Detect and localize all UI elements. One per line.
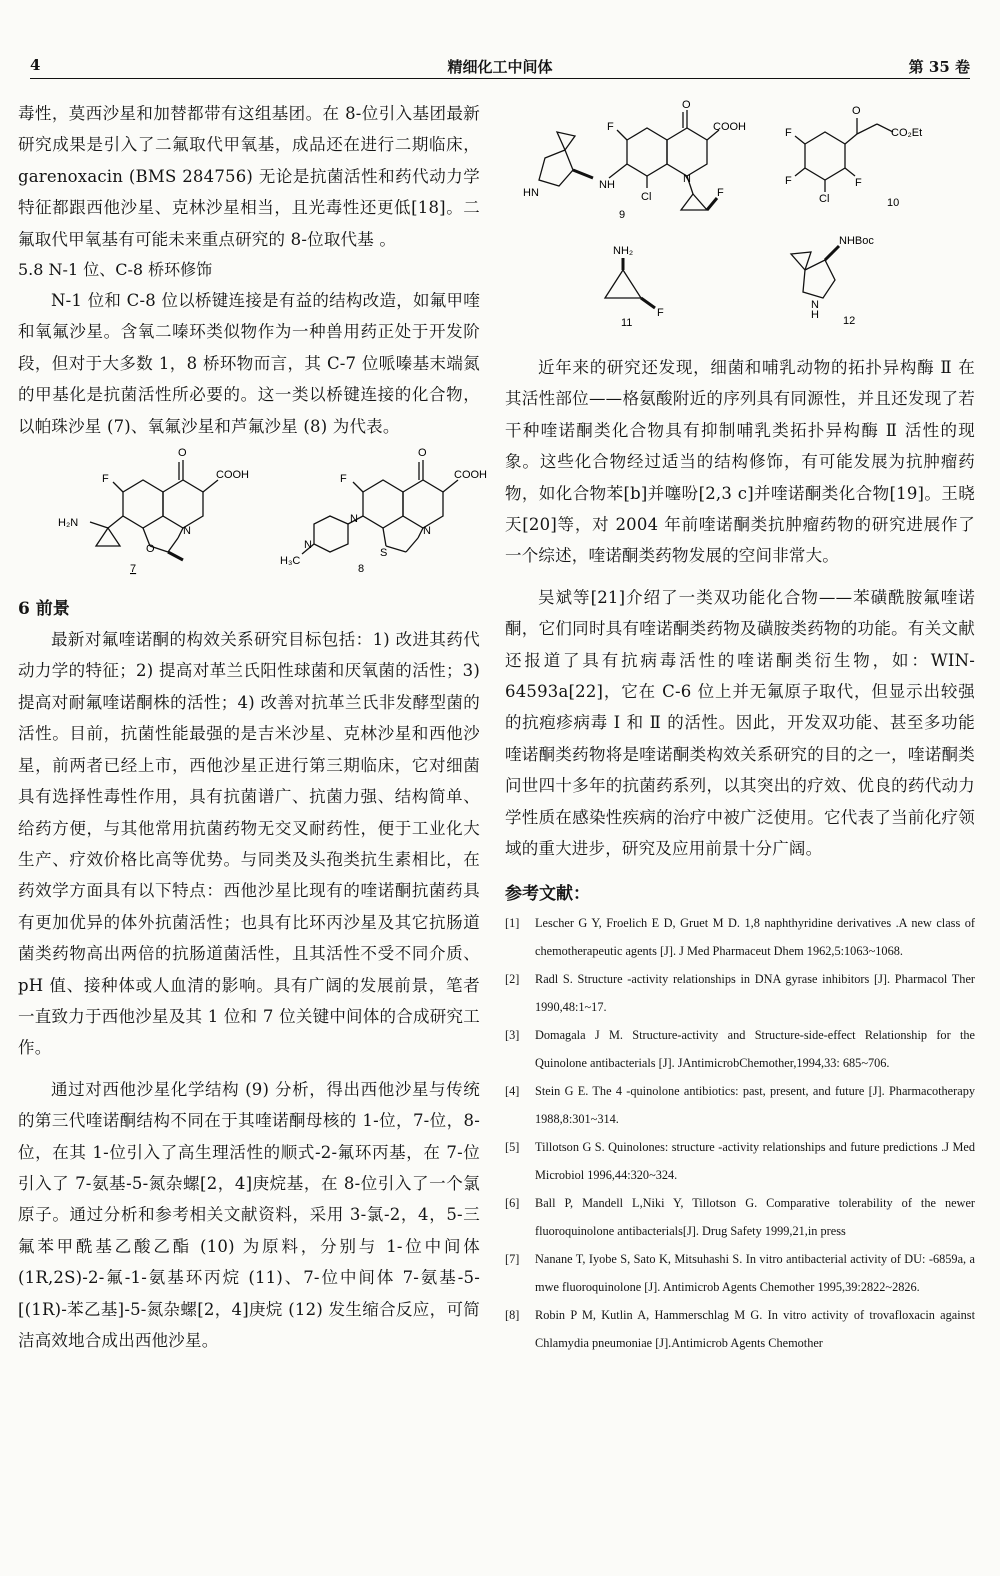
paragraph-bridged-ring: N-1 位和 C-8 位以桥键连接是有益的结构改造，如氟甲喹和氧氟沙星。含氧二嗪环类似物作为一种兽用药正处于开发阶段，但对于大多数 1，8 桥环物而言，其 C-7 位哌嗪基末端氮的甲基化是抗菌活性所必要的。这一类以桥键连接的化合物，以帕珠沙星 (7)、氧氟沙星和芦氟沙星 (8) 为代表。 bbox=[18, 291, 480, 436]
structure-10 bbox=[795, 118, 893, 192]
section-heading-6: 6 前景 bbox=[18, 599, 70, 620]
s9-atom-O: O bbox=[682, 99, 691, 111]
s7-atom-O-ring: O bbox=[146, 543, 155, 556]
reference-item: [7] Nanane T, Iyobe S, Sato K, Mitsuhashi S. In vitro antibacterial activity of DU: -6859a, a mwe fluoroquinolone [J]. Antimicrob Agents Chemother 1995,39:2822~2826. bbox=[505, 1251, 975, 1294]
s10-atom-O: O bbox=[852, 105, 861, 117]
structure-9 bbox=[539, 110, 719, 210]
paragraph-8-position: 毒性，莫西沙星和加替都带有这组基团。在 8-位引入基团最新研究成果是引入了二氟取代甲氧基，成品还在进行二期临床，garenoxacin (BMS 284756) 无论是抗菌活性和药代动力学特征都跟西他沙星、克林沙星相当，且光毒性还更低[18]。二氟取代甲氧基有可能未来重点研究的 8-位取代基 。 bbox=[18, 104, 480, 249]
references-heading: 参考文献： bbox=[505, 883, 590, 904]
paragraph-bifunctional: 吴斌等[21]介绍了一类双功能化合物——苯磺酰胺氟喹诺酮，它们同时具有喹诺酮类药物及磺胺类药物的功能。有关文献还报道了具有抗病毒活性的喹诺酮类衍生物，如：WIN-64593a[22]，它在 C-6 位上并无氟原子取代，但显示出较强的抗疱疹病毒 Ⅰ 和 Ⅱ 的活性。因此，开发双功能、甚至多功能喹诺酮类药物将是喹诺酮类构效关系研究的目的之一，喹诺酮类问世四十多年的抗菌药系列，以其突出的疗效、优良的药代动力学性质在感染性疾病的治疗中被广泛使用。它代表了当前化疗领域的重大进步，研究及应用前景十分广阔。 bbox=[505, 587, 975, 859]
s7-atom-N: N bbox=[183, 525, 191, 538]
s7-atom-F: F bbox=[102, 473, 109, 486]
s8-atom-N-ring: N bbox=[423, 525, 431, 538]
s7-atom-cooh: COOH bbox=[216, 469, 249, 482]
right-column bbox=[505, 98, 975, 1357]
reference-item: [1] Lescher G Y, Froelich E D, Gruet M D. 1,8 naphthyridine derivatives .A new class of chemotherapeutic agents [J]. J Med Pharmaceut Dhem 1962,5:1063~1068. bbox=[505, 915, 975, 958]
s8-atom-cooh: COOH bbox=[454, 469, 487, 482]
reference-item: [5] Tillotson G S. Quinolones: structure -activity relationships and future predictions .J Med Microbiol 1996,44:320~324. bbox=[505, 1139, 975, 1182]
s12-atom-nhboc: NHBoc bbox=[839, 235, 874, 247]
structure-9-number: 9 bbox=[619, 209, 626, 221]
reference-item: [2] Radl S. Structure -activity relationships in DNA gyrase inhibitors [J]. Pharmacol Ther 1990,48:1~17. bbox=[505, 971, 975, 1014]
s9-atom-cooh: COOH bbox=[713, 121, 746, 133]
s11-atom-F: F bbox=[657, 307, 664, 319]
s7-atom-O-carbonyl: O bbox=[178, 447, 187, 460]
structure-12-number: 12 bbox=[843, 315, 856, 327]
structures-7-8 bbox=[18, 442, 487, 582]
s9-atom-HN: HN bbox=[523, 187, 539, 199]
running-header bbox=[30, 50, 970, 79]
paragraph-topoisomerase: 近年来的研究还发现，细菌和哺乳动物的拓扑异构酶 Ⅱ 在其活性部位——格氨酸附近的序列具有同源性，并且还发现了若干种喹诺酮类化合物具有抑制哺乳类拓扑异构酶 Ⅱ 活性的现象。这些化合物经过适当的结构修饰，有可能发展为抗肿瘤药物，如化合物苯[b]并噻吩[2,3 c]并喹诺酮类化合物[19]。王晓天[20]等，对 2004 年前喹诺酮类抗肿瘤药物的研究进展作了一个综述，喹诺酮类药物发展的空间非常大。 bbox=[505, 358, 975, 566]
reference-item: [6] Ball P, Mandell L,Niki Y, Tillotson G. Comparative tolerability of the newer fluoroquinolone antibacterials[J]. Drug Safety 1999,21,in press bbox=[505, 1195, 975, 1238]
s9-atom-F2: F bbox=[717, 187, 724, 199]
journal-title: 精细化工中间体 bbox=[447, 58, 553, 76]
s9-atom-F: F bbox=[607, 121, 614, 133]
s12-atom-H: H bbox=[811, 309, 819, 321]
structure-10-number: 10 bbox=[887, 197, 900, 209]
reference-item: [8] Robin P M, Kutlin A, Hammerschlag M G. In vitro activity of trovafloxacin against Chlamydia pneumoniae [J].Antimicrob Agents Chemother bbox=[505, 1307, 975, 1350]
s8-atom-methyl: H₃C bbox=[280, 555, 301, 568]
subsection-heading-5-8: 5.8 N-1 位、C-8 桥环修饰 bbox=[18, 260, 213, 280]
structures-9-12 bbox=[505, 98, 975, 330]
reference-list bbox=[505, 909, 975, 1357]
paragraph-sitafloxacin-synthesis: 通过对西他沙星化学结构 (9) 分析，得出西他沙星与传统的第三代喹诺酮结构不同在于其喹诺酮母核的 1-位，7-位，8-位，在其 1-位引入了高生理活性的顺式-2-氟环丙基，在 7-位引入了 7-氨基-5-氮杂螺[2，4]庚烷基，在 8-位引入了一个氯原子。通过分析和参考相关文献资料，采用 3-氯-2，4，5-三氟苯甲酰基乙酸乙酯 (10) 为原料，分别与 1-位中间体(1R,2S)-2-氟-1-氨基环丙烷 (11)、7-位中间体 7-氨基-5-[(1R)-苯乙基]-5-氮杂螺[2，4]庚烷 (12) 发生缩合反应，可简洁高效地合成出西他沙星。 bbox=[18, 1079, 480, 1350]
s8-atom-S: S bbox=[380, 547, 388, 560]
structure-11 bbox=[605, 258, 655, 308]
structure-8-number: 8 bbox=[358, 563, 365, 576]
s9-atom-NH: NH bbox=[599, 179, 615, 191]
s10-atom-F3: F bbox=[855, 177, 862, 189]
s8-atom-N-piperazine-2: N bbox=[304, 539, 312, 552]
structure-12 bbox=[791, 246, 839, 298]
volume-label: 第 35 卷 bbox=[908, 58, 970, 76]
s8-atom-F: F bbox=[340, 473, 347, 486]
page-number: 4 bbox=[30, 56, 41, 74]
structure-11-number: 11 bbox=[621, 317, 633, 329]
reference-item: [4] Stein G E. The 4 -quinolone antibiotics: past, present, and future [J]. Pharmacotherapy 1988,8:301~314. bbox=[505, 1083, 975, 1126]
s9-atom-Cl: Cl bbox=[641, 191, 652, 203]
s9-atom-N: N bbox=[683, 173, 691, 185]
s10-atom-F1: F bbox=[785, 127, 792, 139]
reference-item: [3] Domagala J M. Structure-activity and Structure-side-effect Relationship for the Quinolone antibacterials [J]. JAntimicrobChemother,1994,33: 685~706. bbox=[505, 1027, 975, 1070]
left-column bbox=[18, 98, 487, 1356]
s10-atom-ester: CO₂Et bbox=[891, 127, 923, 139]
s11-atom-nh2: NH₂ bbox=[613, 245, 634, 257]
structure-8 bbox=[302, 460, 458, 554]
s8-atom-O-carbonyl: O bbox=[418, 447, 427, 460]
s7-atom-nh2: H₂N bbox=[58, 517, 79, 530]
s10-atom-F2: F bbox=[785, 175, 792, 187]
s8-atom-N-piperazine-1: N bbox=[350, 513, 358, 526]
s10-atom-Cl: Cl bbox=[819, 193, 830, 205]
s12-atom-N: N bbox=[811, 299, 819, 311]
structure-7-number: 7 bbox=[130, 563, 137, 576]
paragraph-prospects: 最新对氟喹诺酮的构效关系研究目标包括：1) 改进其药代动力学的特征；2) 提高对革兰氏阳性球菌和厌氧菌的活性；3) 提高对耐氟喹诺酮株的活性；4) 改善对抗革兰氏非发酵型菌的活性。目前，抗菌性能最强的是吉米沙星、克林沙星和西他沙星，前两者已经上市，西他沙星正进行第三期临床，它对细菌具有选择性毒性作用，具有抗菌谱广、抗菌力强、结构简单、给药方便，与其他常用抗菌药物无交叉耐药性，便于工业化大生产、疗效价格比高等优势。与同类及头孢类抗生素相比，在药效学方面具有以下特点：西他沙星比现有的喹诺酮抗菌药具有更加优异的体外抗菌活性；也具有比环丙沙星及其它抗肠道菌类药物高出两倍的抗肠道菌活性，且其活性不受不同介质、pH 值、接种体或人血清的影响。具有广阔的发展前景，笔者一直致力于西他沙星及其 1 位和 7 位关键中间体的合成研究工作。 bbox=[18, 630, 480, 1058]
